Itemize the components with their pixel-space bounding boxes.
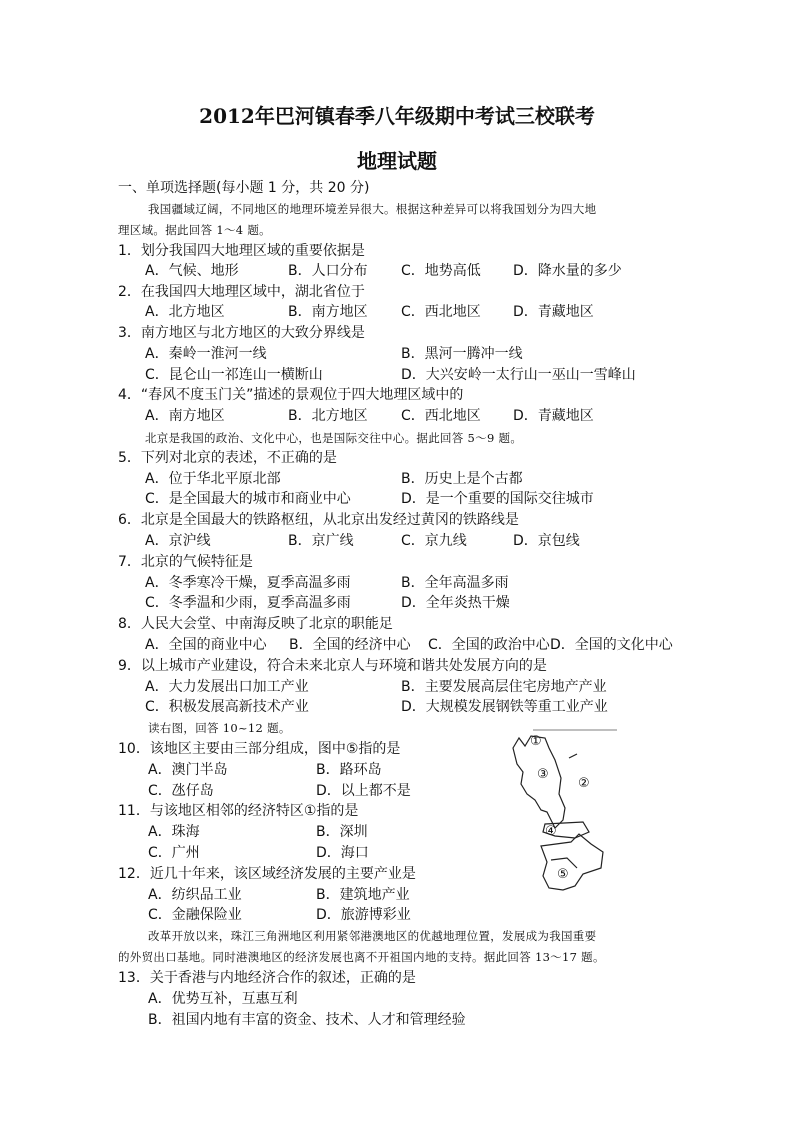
question-6: 6．北京是全国最大的铁路枢纽，从北京出发经过黄冈的铁路线是 <box>118 512 519 528</box>
q3-option-c: C．昆仑山一祁连山一横断山 <box>145 367 323 383</box>
question-1: 1．划分我国四大地理区域的重要依据是 <box>118 243 365 259</box>
q5-option-a: A．位于华北平原北部 <box>145 471 281 487</box>
region-map <box>505 728 625 898</box>
q7-option-a: A．冬季寒冷干燥，夏季高温多雨 <box>145 575 351 591</box>
map-label-4: ④ <box>545 824 557 839</box>
map-label-2: ② <box>578 776 590 791</box>
q12-option-c: C．金融保险业 <box>148 907 242 923</box>
question-9: 9．以上城市产业建设，符合未来北京人与环境和谐共处发展方向的是 <box>118 658 547 674</box>
q5-option-c: C．是全国最大的城市和商业中心 <box>145 491 351 507</box>
q1-option-c: C．地势高低 <box>401 263 481 279</box>
q6-option-d: D．京包线 <box>513 533 580 549</box>
q4-option-a: A．南方地区 <box>145 408 225 424</box>
q11-option-d: D．海口 <box>316 845 369 861</box>
q6-option-a: A．京沪线 <box>145 533 211 549</box>
q11-option-a: A．珠海 <box>148 824 200 840</box>
q6-option-c: C．京九线 <box>401 533 467 549</box>
question-7: 7．北京的气候特征是 <box>118 554 253 570</box>
intro-1-line-1: 我国疆域辽阔，不同地区的地理环境差异很大。根据这种差异可以将我国划分为四大地 <box>148 202 597 216</box>
question-3: 3．南方地区与北方地区的大致分界线是 <box>118 325 365 341</box>
map-label-5: ⑤ <box>557 867 569 882</box>
q1-option-a: A．气候、地形 <box>145 263 239 279</box>
q11-option-b: B．深圳 <box>316 824 368 840</box>
question-11: 11．与该地区相邻的经济特区①指的是 <box>118 803 359 819</box>
q4-option-b: B．北方地区 <box>288 408 368 424</box>
q10-option-b: B．路环岛 <box>316 762 382 778</box>
intro-2: 北京是我国的政治、文化中心，也是国际交往中心。据此回答 5～9 题。 <box>145 431 523 445</box>
q9-option-d: D．大规模发展钢铁等重工业产业 <box>401 699 608 715</box>
page-title: 2012年巴河镇春季八年级期中考试三校联考 <box>199 104 595 128</box>
q10-option-c: C．氹仔岛 <box>148 783 214 799</box>
q6-option-b: B．京广线 <box>288 533 354 549</box>
q11-option-c: C．广州 <box>148 845 200 861</box>
question-5: 5．下列对北京的表述，不正确的是 <box>118 450 337 466</box>
q7-option-d: D．全年炎热干燥 <box>401 595 510 611</box>
question-4: 4．“春风不度玉门关”描述的景观位于四大地理区域中的 <box>118 387 464 403</box>
q12-option-b: B．建筑地产业 <box>316 887 410 903</box>
q13-option-a: A．优势互补，互惠互利 <box>148 991 298 1007</box>
q8-option-a: A．全国的商业中心 <box>145 637 267 653</box>
q5-option-b: B．历史上是个古都 <box>401 471 523 487</box>
intro-3: 读右图，回答 10~12 题。 <box>148 721 291 735</box>
q4-option-c: C．西北地区 <box>401 408 481 424</box>
q10-option-d: D．以上都不是 <box>316 783 411 799</box>
q5-option-d: D．是一个重要的国际交往城市 <box>401 491 594 507</box>
q2-option-c: C．西北地区 <box>401 304 481 320</box>
q2-option-a: A．北方地区 <box>145 304 225 320</box>
q8-option-d: D．全国的文化中心 <box>550 637 673 653</box>
page-subtitle: 地理试题 <box>357 149 437 173</box>
q4-option-d: D．青藏地区 <box>513 408 594 424</box>
q8-option-b: B．全国的经济中心 <box>289 637 411 653</box>
intro-1-line-2: 理区域。据此回答 1～4 题。 <box>118 223 271 237</box>
q3-option-a: A．秦岭一淮河一线 <box>145 346 267 362</box>
q2-option-b: B．南方地区 <box>288 304 368 320</box>
q7-option-c: C．冬季温和少雨，夏季高温多雨 <box>145 595 351 611</box>
question-2: 2．在我国四大地理区域中，湖北省位于 <box>118 284 365 300</box>
q12-option-a: A．纺织品工业 <box>148 887 242 903</box>
q1-option-b: B．人口分布 <box>288 263 368 279</box>
intro-4-line-1: 改革开放以来，珠江三角洲地区利用紧邻港澳地区的优越地理位置，发展成为我国重要 <box>148 929 597 943</box>
q9-option-c: C．积极发展高新技术产业 <box>145 699 309 715</box>
q13-option-b: B．祖国内地有丰富的资金、技术、人才和管理经验 <box>148 1012 466 1028</box>
map-label-1: ① <box>530 734 542 749</box>
q2-option-d: D．青藏地区 <box>513 304 594 320</box>
q12-option-d: D．旅游博彩业 <box>316 907 411 923</box>
q8-option-c: C．全国的政治中心 <box>428 637 550 653</box>
q3-option-b: B．黑河一腾冲一线 <box>401 346 523 362</box>
q7-option-b: B．全年高温多雨 <box>401 575 509 591</box>
question-8: 8．人民大会堂、中南海反映了北京的职能足 <box>118 616 393 632</box>
q9-option-a: A．大力发展出口加工产业 <box>145 679 309 695</box>
q9-option-b: B．主要发展高层住宅房地产产业 <box>401 679 607 695</box>
question-12: 12．近几十年来，该区域经济发展的主要产业是 <box>118 866 416 882</box>
q1-option-d: D．降水量的多少 <box>513 263 622 279</box>
q3-option-d: D．大兴安岭一太行山一巫山一雪峰山 <box>401 367 636 383</box>
q10-option-a: A．澳门半岛 <box>148 762 228 778</box>
question-13: 13．关于香港与内地经济合作的叙述，正确的是 <box>118 970 416 986</box>
map-label-3: ③ <box>537 767 549 782</box>
intro-4-line-2: 的外贸出口基地。同时港澳地区的经济发展也离不开祖国内地的支持。据此回答 13～17 题。 <box>118 950 605 964</box>
section-heading: 一、单项选择题(每小题 1 分，共 20 分) <box>118 180 370 196</box>
question-10: 10．该地区主要由三部分组成，图中⑤指的是 <box>118 741 401 757</box>
